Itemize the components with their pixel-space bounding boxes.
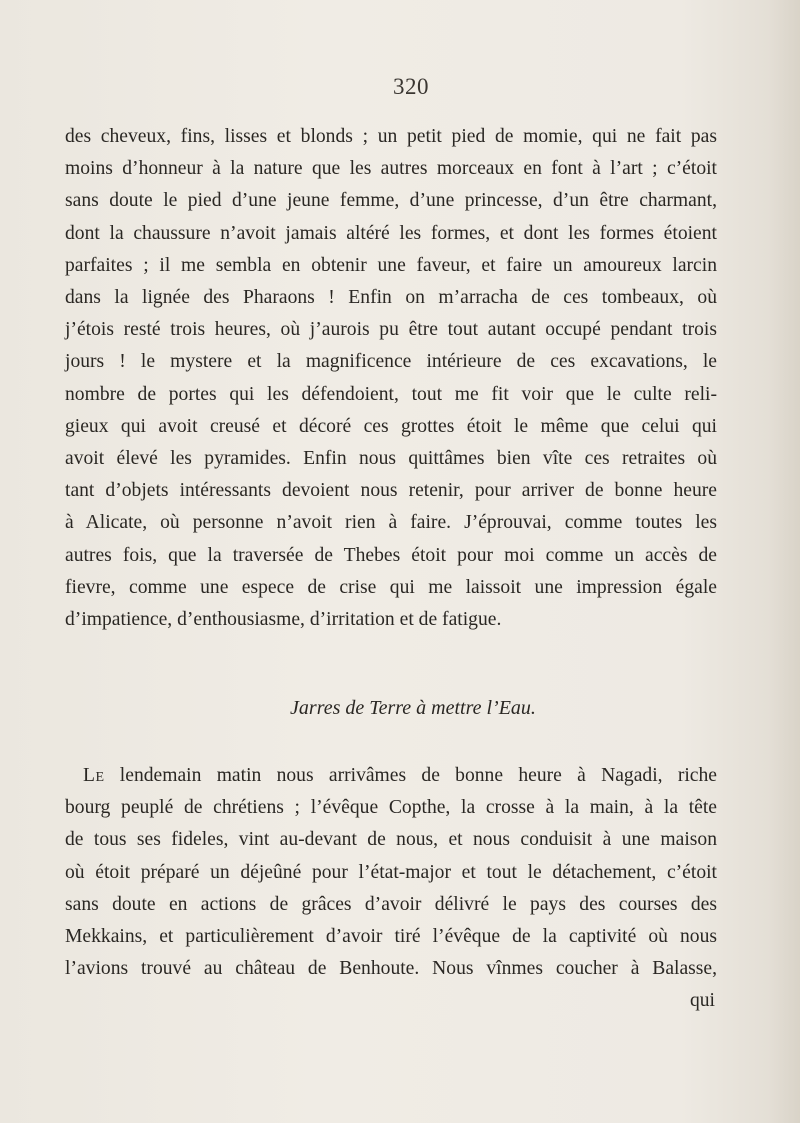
paragraph-1 bbox=[65, 121, 717, 636]
text-line: fievre, comme une espece de crise qui me laissoit une impression égale bbox=[65, 576, 717, 598]
text-line: gieux qui avoit creusé et décoré ces grottes étoit le même que celui qui bbox=[65, 415, 717, 437]
text-line: sans doute le pied d’une jeune femme, d’une princesse, d’un être charmant, bbox=[65, 190, 717, 212]
text-line: avoit élevé les pyramides. Enfin nous quittâmes bien vîte ces retraites où bbox=[65, 448, 717, 470]
catchword: qui bbox=[689, 990, 715, 1012]
text-line: des cheveux, fins, lisses et blonds ; un petit pied de momie, qui ne fait pas bbox=[65, 126, 717, 147]
text-line: moins d’honneur à la nature que les autres morceaux en font à l’art ; c’étoit bbox=[65, 158, 717, 180]
text-line: d’impatience, d’enthousiasme, d’irritation et de fatigue. bbox=[65, 609, 502, 631]
text-line: où étoit préparé un déjeûné pour l’état-major et tout le détachement, c’étoit bbox=[65, 861, 717, 883]
text-line: nombre de portes qui les défendoient, tout me fit voir que le culte reli- bbox=[65, 383, 717, 405]
text-line: j’étois resté trois heures, où j’aurois pu être tout autant occupé pendant trois bbox=[65, 319, 717, 341]
text-line: dans la lignée des Pharaons ! Enfin on m’arracha de ces tombeaux, où bbox=[65, 287, 717, 309]
text-line: jours ! le mystere et la magnificence intérieure de ces excavations, le bbox=[65, 351, 717, 373]
text-line: à Alicate, où personne n’avoit rien à faire. J’éprouvai, comme toutes les bbox=[65, 512, 717, 534]
page-number: 320 bbox=[393, 74, 429, 99]
text-line: autres fois, que la traversée de Thebes étoit pour moi comme un accès de bbox=[65, 544, 717, 566]
paragraph-2 bbox=[65, 760, 717, 1018]
text-line: de tous ses fideles, vint au-devant de nous, et nous conduisit à une maison bbox=[65, 829, 717, 851]
text-line: tant d’objets intéressants devoient nous retenir, pour arriver de bonne heure bbox=[65, 480, 717, 502]
text-line: Mekkains, et particulièrement d’avoir tiré l’évêque de la captivité où nous bbox=[65, 926, 717, 948]
drop-word: Le bbox=[83, 765, 105, 786]
section-heading: Jarres de Terre à mettre l’Eau. bbox=[290, 697, 536, 719]
text-line: parfaites ; il me sembla en obtenir une faveur, et faire un amoureux larcin bbox=[65, 254, 717, 276]
text-line-first bbox=[65, 760, 717, 792]
first-line-text: lendemain matin nous arrivâmes de bonne heure à Nagadi, riche bbox=[104, 765, 717, 786]
text-line: l’avions trouvé au château de Benhoute. Nous vînmes coucher à Balasse, bbox=[65, 958, 717, 980]
text-line: bourg peuplé de chrétiens ; l’évêque Copthe, la crosse à la main, à la tête bbox=[65, 797, 717, 819]
text-line: sans doute en actions de grâces d’avoir délivré le pays des courses des bbox=[65, 893, 717, 915]
text-line: dont la chaussure n’avoit jamais altéré les formes, et dont les formes étoient bbox=[65, 222, 717, 244]
